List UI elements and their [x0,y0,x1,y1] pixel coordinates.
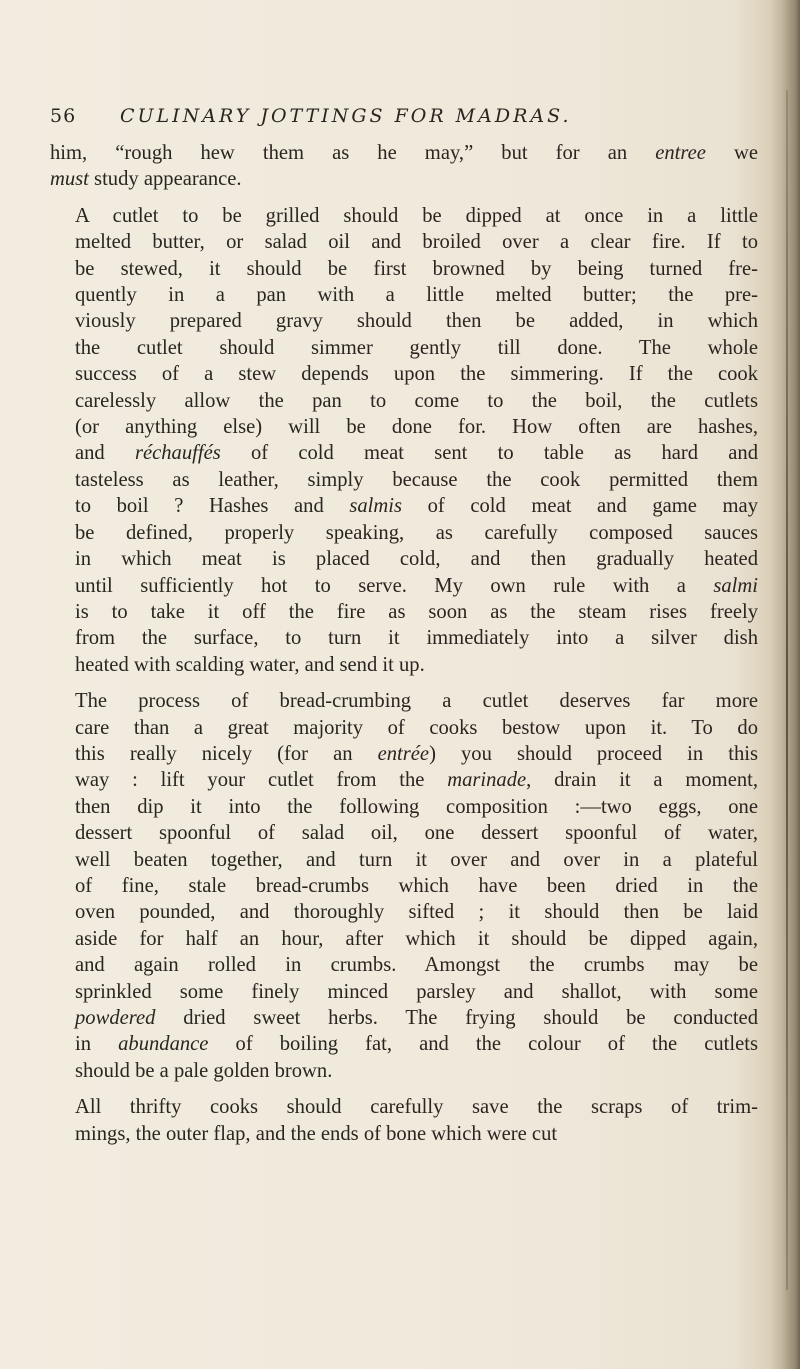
text-line: to boil ? Hashes and salmis of cold meat and game may [75,495,758,518]
text-line: quently in a pan with a little melted butter; the pre- [75,284,758,307]
text-line: powdered dried sweet herbs. The frying should be conducted [75,1007,758,1029]
text-line: well beaten together, and turn it over and over in a plateful [75,848,758,871]
text-line: until sufficiently hot to serve. My own rule with a salmi [75,574,758,597]
paragraph [50,203,758,678]
text-line: and again rolled in crumbs. Amongst the crumbs may be [75,954,758,977]
text-line: (or anything else) will be done for. How often are hashes, [75,416,758,439]
text-line: The process of bread-crumbing a cutlet deserves far more [75,690,758,713]
paragraph [50,688,758,1084]
text-line: and réchauffés of cold meat sent to table as hard and [75,442,758,465]
text-line: melted butter, or salad oil and broiled over a clear fire. If to [75,231,758,254]
paragraph [50,140,758,193]
text-line: then dip it into the following composition :—two eggs, one [75,795,758,818]
text-line: be defined, properly speaking, as carefully composed sauces [75,521,758,544]
text-line: dessert spoonful of salad oil, one dessert spoonful of water, [75,822,758,845]
text-line: success of a stew depends upon the simmering. If the cook [75,363,758,386]
text-line: is to take it off the fire as soon as the steam rises freely [75,600,758,623]
page-number: 56 [50,105,77,127]
text-line: A cutlet to be grilled should be dipped at once in a little [75,204,758,227]
paragraph [50,1094,758,1147]
text-line: aside for half an hour, after which it should be dipped again, [75,927,758,950]
binding-line [786,90,788,1290]
text-line: mings, the outer flap, and the ends of bone which were cut [75,1122,558,1145]
text-line: should be a pale golden brown. [75,1059,333,1082]
text-line: from the surface, to turn it immediately into a silver dish [75,627,758,650]
text-line: must study appearance. [50,168,242,191]
text-line: in abundance of boiling fat, and the colour of the cutlets [75,1033,758,1056]
text-line: of fine, stale bread-crumbs which have been dried in the [75,874,758,897]
text-line: tasteless as leather, simply because the cook permitted them [75,468,758,491]
text-line: viously prepared gravy should then be added, in which [75,310,758,333]
text-line: oven pounded, and thoroughly sifted ; it should then be laid [75,901,758,924]
text-line: this really nicely (for an entrée) you should proceed in this [75,742,758,765]
text-line: All thrifty cooks should carefully save the scraps of trim- [75,1096,758,1119]
page-edge-shadow [770,0,800,1369]
text-line: in which meat is placed cold, and then gradually heated [75,548,758,571]
text-line: way : lift your cutlet from the marinade, drain it a moment, [75,769,758,792]
text-line: care than a great majority of cooks bestow upon it. To do [75,716,758,739]
page-header [50,105,750,137]
body-text [50,140,758,1157]
text-line: heated with scalding water, and send it up. [75,653,425,676]
text-line: carelessly allow the pan to come to the boil, the cutlets [75,389,758,412]
text-line: sprinkled some finely minced parsley and shallot, with some [75,980,758,1003]
running-head: CULINARY JOTTINGS FOR MADRAS. [120,105,572,127]
text-line: the cutlet should simmer gently till done. The whole [75,336,758,359]
text-line: him, “rough hew them as he may,” but for an entree we [50,142,758,164]
text-line: be stewed, it should be first browned by being turned fre- [75,257,758,280]
